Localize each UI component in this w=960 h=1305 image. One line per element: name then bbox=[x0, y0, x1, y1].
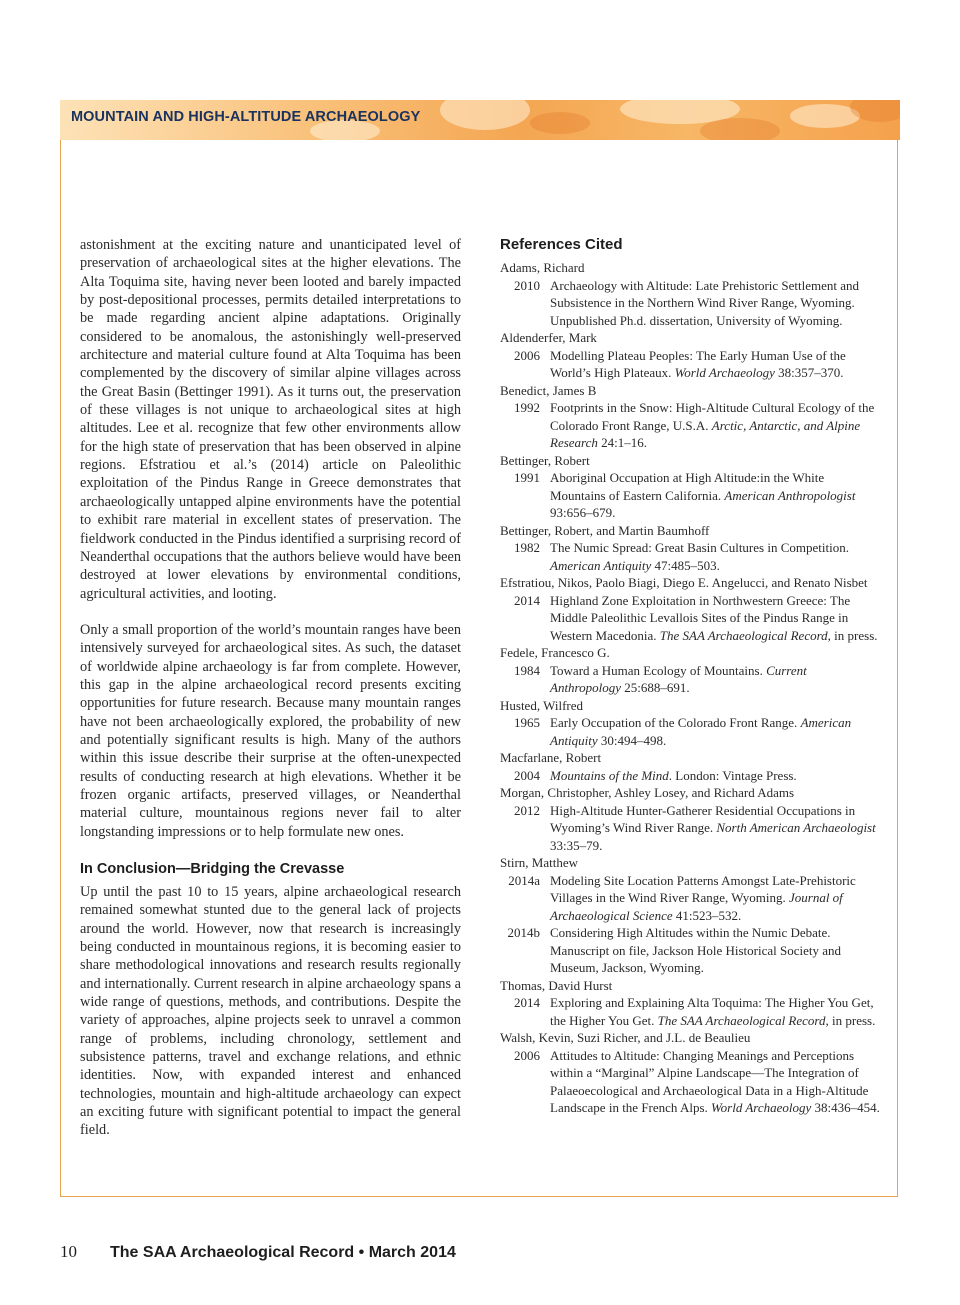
journal-title: The SAA Archaeological Record • March 2014 bbox=[110, 1244, 456, 1261]
reference-author: Husted, Wilfred bbox=[500, 697, 583, 713]
reference-entry bbox=[500, 347, 880, 382]
reference-title: High-Altitude Hunter-Gatherer Residential Occupations in Wyoming’s Wind River Range. bbox=[550, 802, 856, 835]
reference-text bbox=[550, 592, 880, 645]
reference-entry bbox=[500, 1047, 880, 1117]
reference-year: 2006 bbox=[514, 347, 540, 363]
reference-journal: Mountains of the Mind bbox=[550, 767, 669, 783]
body-paragraph: Only a small proportion of the world’s mountain ranges have been intensively surveyed for archaeological sites. As such, the dataset of worldwide alpine archaeology is far from complete. However, this gap in the alpine archaeological record presents exciting opportunities for future research. Because many mountain ranges have not been archaeologically explored, the probability of new and potentially significant results is high. Many of the authors within this issue describe their surprise at the often-unexpected results of conducting research at high elevations. Whether it be frozen organic artifacts, preserved villages, or Neanderthal material culture, mountainous regions never fail to alter longstanding impressions or to help formulate new ones. bbox=[80, 621, 461, 840]
banner-title: MOUNTAIN AND HIGH-ALTITUDE ARCHAEOLOGY bbox=[71, 109, 421, 125]
reference-entry bbox=[500, 539, 880, 574]
references-column bbox=[500, 236, 880, 1117]
reference-tail: 38:357–370. bbox=[778, 365, 844, 380]
reference-journal: American Antiquity bbox=[550, 557, 652, 573]
reference-tail: 30:494–498. bbox=[600, 732, 667, 748]
reference-tail: 41:523–532. bbox=[675, 907, 742, 923]
reference-year: 1992 bbox=[514, 400, 540, 415]
reference-tail: 25:688–691. bbox=[624, 680, 690, 695]
reference-title: Footprints in the Snow: High-Altitude Cultural Ecology of the Colorado Front Range, U.S.A. bbox=[550, 400, 875, 433]
reference-tail: . London: Vintage Press. bbox=[668, 767, 797, 783]
reference-text bbox=[550, 277, 880, 330]
reference-text bbox=[550, 802, 880, 855]
reference-tail: 38:436–454. bbox=[814, 1100, 880, 1115]
reference-text bbox=[550, 872, 880, 925]
reference-author: Fedele, Francesco G. bbox=[500, 645, 610, 660]
reference-year: 1982 bbox=[514, 540, 540, 555]
reference-entry bbox=[500, 924, 880, 977]
reference-text bbox=[550, 469, 880, 522]
reference-entry bbox=[500, 872, 880, 925]
reference-title: Considering High Altitudes within the Numic Debate. Manuscript on file, Jackson Hole Historical Society and Museum, Jackson, Wyoming. bbox=[550, 925, 841, 975]
reference-title: Attitudes to Altitude: Changing Meanings and Perceptions within a “Marginal” Alpine Landscape—The Integration of Palaeoecological and Archaeological Data in a High-Altitude Landscape in the French Alps. bbox=[550, 1047, 869, 1115]
reference-journal: Current Anthropology bbox=[550, 662, 807, 695]
reference-journal: North American Archaeologist bbox=[716, 820, 876, 835]
reference-title: Exploring and Explaining Alta Toquima: The Higher You Get, the Higher You Get. bbox=[550, 995, 874, 1028]
reference-entry bbox=[500, 469, 880, 522]
reference-journal: American Antiquity bbox=[550, 715, 852, 748]
reference-tail: 93:656–679. bbox=[550, 505, 616, 520]
reference-author: Bettinger, Robert, and Martin Baumhoff bbox=[500, 522, 710, 538]
reference-journal: The SAA Archaeological Record bbox=[659, 627, 828, 643]
reference-author: Walsh, Kevin, Suzi Richer, and J.L. de Beaulieu bbox=[500, 1030, 751, 1045]
reference-journal: World Archaeology bbox=[674, 365, 775, 380]
reference-year: 2014 bbox=[514, 995, 540, 1010]
reference-year: 2014 bbox=[514, 592, 540, 608]
reference-text bbox=[550, 924, 880, 977]
reference-author: Thomas, David Hurst bbox=[500, 977, 613, 993]
reference-author: Efstratiou, Nikos, Paolo Biagi, Diego E. Angelucci, and Renato Nisbet bbox=[500, 575, 868, 590]
reference-tail: 33:35–79. bbox=[550, 837, 603, 853]
reference-author: Benedict, James B bbox=[500, 382, 597, 398]
reference-text bbox=[550, 714, 880, 749]
reference-author: Stirn, Matthew bbox=[500, 855, 578, 870]
reference-text bbox=[550, 539, 880, 574]
reference-entry bbox=[500, 994, 880, 1029]
reference-text bbox=[550, 767, 880, 785]
reference-title: Highland Zone Exploitation in Northwestern Greece: The Middle Paleolithic Levallois Sites of the Pindus Range in Western Macedonia. bbox=[550, 592, 851, 643]
reference-title: Modeling Site Location Patterns Amongst Late-Prehistoric Villages in the Wind River Range, Wyoming. bbox=[550, 872, 856, 905]
reference-year: 2014a bbox=[508, 872, 540, 888]
reference-journal: Journal of Archaeological Science bbox=[550, 890, 843, 923]
reference-text bbox=[550, 662, 880, 697]
reference-journal: Arctic, Antarctic, and Alpine Research bbox=[550, 417, 861, 450]
reference-entry bbox=[500, 277, 880, 330]
reference-journal: World Archaeology bbox=[711, 1100, 812, 1115]
section-heading: In Conclusion—Bridging the Crevasse bbox=[80, 861, 345, 877]
reference-title: Modelling Plateau Peoples: The Early Human Use of the World’s High Plateaux. bbox=[550, 347, 846, 380]
reference-tail: 47:485–503. bbox=[654, 557, 720, 573]
reference-text bbox=[550, 399, 880, 452]
reference-journal: The SAA Archaeological Record bbox=[657, 1012, 826, 1028]
reference-author: Macfarlane, Robert bbox=[500, 750, 602, 765]
reference-author: Bettinger, Robert bbox=[500, 452, 590, 468]
reference-tail: , in press. bbox=[825, 1012, 876, 1028]
body-paragraph: astonishment at the exciting nature and unanticipated level of preservation of archaeological sites at the higher elevations. The Alta Toquima site, having never been looted and barely impacted by post-depositional processes, permits detailed interpretations to be made regarding ancient alpine adaptations. Originally considered to be anomalous, the astonishingly well-preserved architecture and material culture found at Alta Toquima has been complemented by the discovery of similar alpine villages across the Great Basin (Bettinger 1991). As it turns out, the preservation of these villages is not unique to archaeological sites at high altitudes. Lee et al. recognize that few other environments allow for the high state of preservation that has been observed in alpine regions. Efstratiou et al.’s (2014) article on Paleolithic exploitation of the Pindus Range in Greece demonstrates that archaeologically untapped alpine environments have the potential to exhibit rare material in excellent states of preservation. The fieldwork conducted in the Pindus identified a surprising record of Neanderthal occupations that the authors believe would have been destroyed at lower elevations by environmental conditions, agricultural activities, and looting. bbox=[80, 237, 461, 602]
references-heading: References Cited bbox=[500, 236, 623, 253]
reference-title: The Numic Spread: Great Basin Cultures in Competition. bbox=[550, 540, 849, 555]
reference-year: 2014b bbox=[507, 925, 540, 940]
reference-text bbox=[550, 347, 880, 382]
reference-title: Archaeology with Altitude: Late Prehistoric Settlement and Subsistence in the Northern Wind River Range, Wyoming. Unpublished Ph.d. dissertation, University of Wyoming. bbox=[550, 277, 860, 328]
reference-year: 1965 bbox=[514, 715, 540, 730]
reference-journal: American Anthropologist bbox=[724, 487, 856, 503]
reference-text bbox=[550, 1047, 880, 1117]
reference-entry bbox=[500, 662, 880, 697]
reference-title: Toward a Human Ecology of Mountains. bbox=[550, 662, 763, 678]
reference-year: 2004 bbox=[514, 767, 540, 783]
body-column bbox=[80, 236, 461, 1140]
reference-year: 1984 bbox=[514, 662, 540, 678]
reference-entry bbox=[500, 592, 880, 645]
reference-title: Early Occupation of the Colorado Front Range. bbox=[550, 715, 798, 730]
reference-list bbox=[500, 259, 880, 1117]
reference-tail: 24:1–16. bbox=[601, 435, 648, 450]
reference-entry bbox=[500, 399, 880, 452]
reference-tail: , in press. bbox=[827, 627, 878, 643]
page-number: 10 bbox=[60, 1242, 77, 1261]
reference-entry bbox=[500, 802, 880, 855]
reference-entry bbox=[500, 714, 880, 749]
reference-year: 2010 bbox=[514, 277, 540, 293]
reference-text bbox=[550, 994, 880, 1029]
reference-title: Aboriginal Occupation at High Altitude:in the White Mountains of Eastern California. bbox=[550, 470, 825, 503]
reference-year: 2012 bbox=[514, 802, 540, 818]
reference-author: Adams, Richard bbox=[500, 260, 585, 275]
reference-year: 1991 bbox=[514, 470, 540, 485]
reference-year: 2006 bbox=[514, 1047, 540, 1063]
reference-author: Morgan, Christopher, Ashley Losey, and Richard Adams bbox=[500, 785, 795, 800]
section-banner bbox=[60, 100, 900, 140]
reference-entry bbox=[500, 767, 880, 785]
body-paragraph: Up until the past 10 to 15 years, alpine archaeological research remained somewhat stunted due to the general lack of projects around the world. However, now that research is increasingly being conducted in mountainous regions, it is becoming easier to share methodological innovations and research results regionally and internationally. Current research in alpine archaeology spans a wide range of questions, methods, and contributions. Despite the variety of approaches, alpine projects seek to unravel a common range of problems, including chronology, settlement and subsistence patterns, travel and exchange relations, and ethnic identities. Now, with expanded interest and enhanced technologies, mountain and high-altitude archaeology can expect an exciting future with significant potential to impact the general field. bbox=[80, 884, 461, 1139]
reference-author: Aldenderfer, Mark bbox=[500, 330, 597, 345]
